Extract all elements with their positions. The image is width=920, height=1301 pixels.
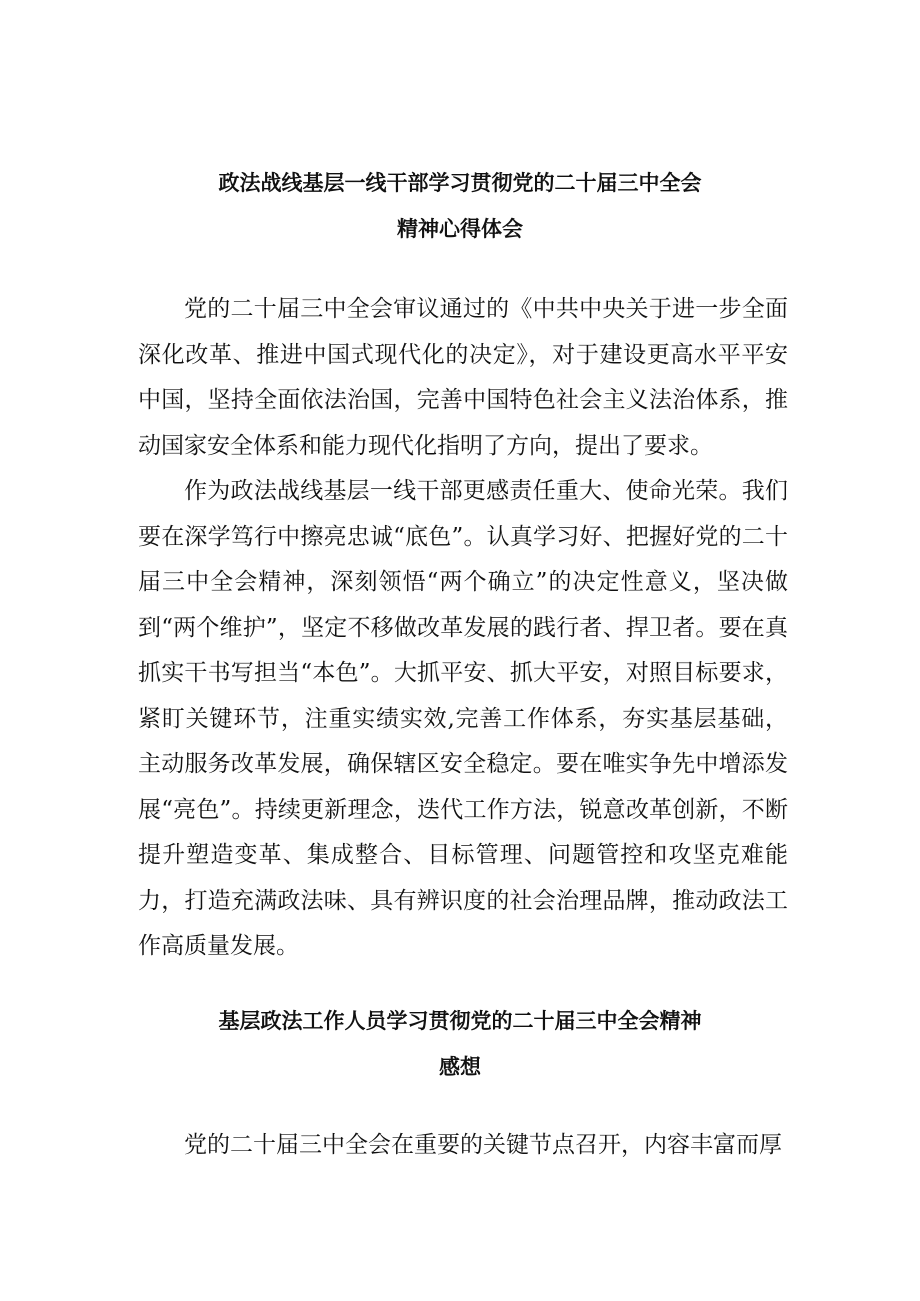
article1-title (0, 160, 920, 252)
article1-paragraph1: 党的二十届三中全会审议通过的《中共中央关于进一步全面深化改革、推进中国式现代化的决定》，对于建设更高水平平安中国，坚持全面依法治国，完善中国特色社会主义法治体系，推动国家安全体系和能力现代化指明了方向，提出了要求。 (138, 296, 788, 459)
article2-paragraph1: 党的二十届三中全会在重要的关键节点召开，内容丰富而厚 (184, 1132, 782, 1158)
article1-title-line1: 政法战线基层一线干部学习贯彻党的二十届三中全会 (218, 171, 702, 195)
article2-title-line1: 基层政法工作人员学习贯彻党的二十届三中全会精神 (218, 1009, 702, 1033)
article2-title (0, 998, 920, 1090)
article2-title-line2: 感想 (439, 1055, 481, 1079)
article1-paragraph2: 作为政法战线基层一线干部更感责任重大、使命光荣。我们要在深学笃行中擦亮忠诚“底色”。认真学习好、把握好党的二十届三中全会精神，深刻领悟“两个确立”的决定性意义，坚决做到“两个维护”，坚定不移做改革发展的践行者、捍卫者。要在真抓实干书写担当“本色”。大抓平安、抓大平安，对照目标要求，紧盯关键环节，注重实绩实效,完善工作体系，夯实基层基础，主动服务改革发展，确保辖区安全稳定。要在唯实争先中增添发展“亮色”。持续更新理念，迭代工作方法，锐意改革创新，不断提升塑造变革、集成整合、目标管理、问题管控和攻坚克难能力，打造充满政法味、具有辨识度的社会治理品牌，推动政法工作高质量发展。 (138, 478, 788, 959)
article1-title-line2: 精神心得体会 (397, 217, 523, 241)
